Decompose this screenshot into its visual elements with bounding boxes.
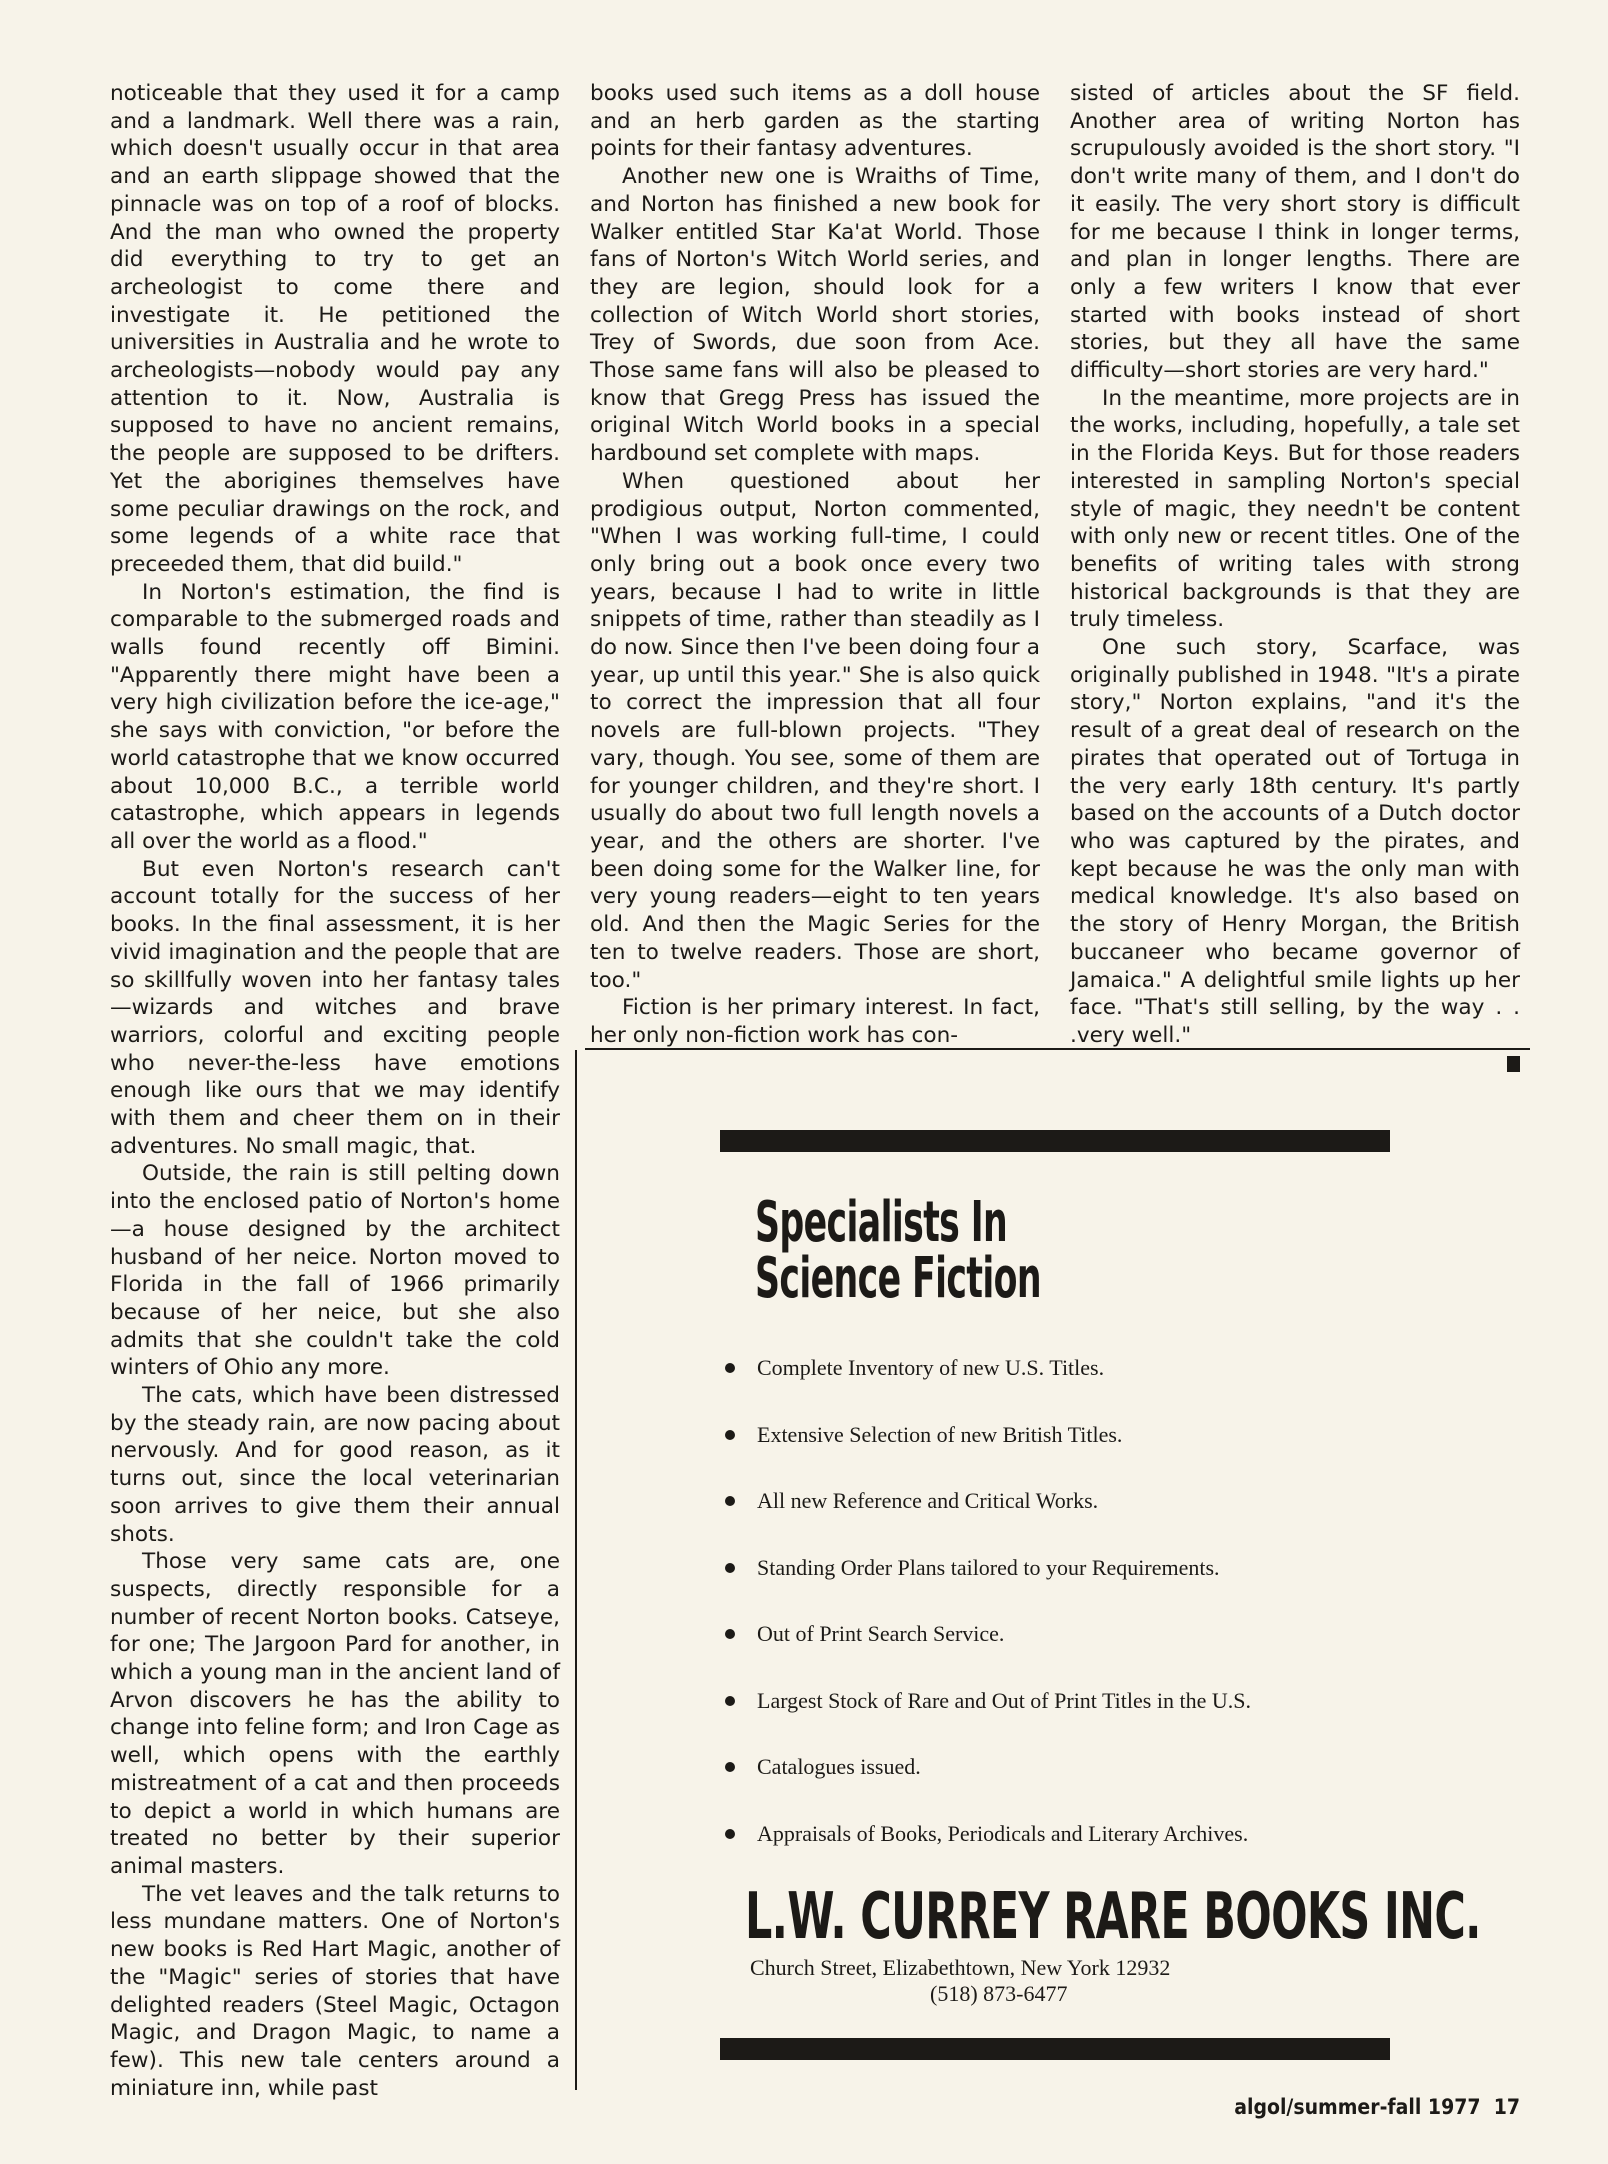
paragraph: sisted of articles about the SF field. Another area of writing Norton has scrupulously avoided is the short story. "I don't write many of them, and I don't do it easily. The very short story is difficult for me because I think in longer terms, and plan in longer lengths. There are only a few writers I know that ever started with books instead of short stories, but they all have the same difficulty—short stories are very hard." — [1070, 81, 1520, 384]
paragraph: Outside, the rain is still pelting down into the enclosed patio of Norton's home—a house designed by the architect husband of her neice. Norton moved to Florida in the fall of 1966 primarily because of her neice, but she also admits that she couldn't take the cold winters of Ohio any more. — [110, 1161, 560, 1381]
list-item: Out of Print Search Service. — [725, 1621, 1525, 1688]
phone-number: (518) 873-6477 — [930, 1981, 1068, 2006]
paragraph: Another new one is Wraiths of Time, and Norton has finished a new book for Walker entitled Star Ka'at World. Those fans of Norton's Witch World series, and they are legion, should look for a collection of Witch World short stories, Trey of Swords, due soon from Ace. Those same fans will also be pleased to know that Gregg Press has issued the original Witch World books in a special hardbound set complete with maps. — [590, 164, 1040, 467]
article-column-2 — [590, 80, 1040, 1050]
list-item: Largest Stock of Rare and Out of Print Titles in the U.S. — [725, 1688, 1525, 1755]
list-item: Catalogues issued. — [725, 1754, 1525, 1821]
publication-issue: algol/summer-fall 1977 — [1234, 2095, 1481, 2119]
ad-headline-line-1: Specialists In — [755, 1190, 1008, 1255]
paragraph: But even Norton's research can't account totally for the success of her books. In the final assessment, it is her vivid imagination and the people that are so skillfully woven into her fantasy tales—wizards and witches and brave warriors, colorful and exciting people who never-the-less have emotions enough like ours that we may identify with them and cheer them on in their adventures. No small magic, that. — [110, 856, 560, 1159]
paragraph: In Norton's estimation, the find is comparable to the submerged roads and walls found recently off Bimini. "Apparently there might have been a very high civilization before the ice-age," she says with conviction, "or before the world catastrophe that we know occurred about 10,000 B.C., a terrible world catastrophe, which appears in legends all over the world as a flood." — [110, 579, 560, 854]
paragraph: In the meantime, more projects are in the works, including, hopefully, a tale set in the Florida Keys. But for those readers interested in sampling Norton's special style of magic, they needn't be content with only new or recent titles. One of the benefits of writing tales with strong historical backgrounds is that they are truly timeless. — [1070, 385, 1520, 633]
bullet-icon — [725, 1696, 735, 1706]
paragraph: books used such items as a doll house and an herb garden as the starting points for their fantasy adventures. — [590, 81, 1040, 162]
paragraph: Those very same cats are, one suspects, directly responsible for a number of recent Norton books. Catseye, for one; The Jargoon Pard for another, in which a young man in the ancient land of Arvon discovers he has the ability to change into feline form; and Iron Cage as well, which opens with the earthly mistreatment of a cat and then proceeds to depict a world in which humans are treated no better by their superior animal masters. — [110, 1549, 560, 1879]
ad-headline — [755, 1190, 1041, 1311]
ad-rule-bottom — [720, 2038, 1390, 2060]
paragraph: One such story, Scarface, was originally published in 1948. "It's a pirate story," Norton explains, "and it's the result of a great deal of research on the pirates that operated out of Tortuga in the very early 18th century. It's partly based on the accounts of a Dutch doctor who was captured by the pirates, and kept because he was the only man with medical knowledge. It's also based on the story of Henry Morgan, the British buccaneer who became governor of Jamaica." A delightful smile lights up her face. "That's still selling, by the way . . .very well." — [1070, 635, 1520, 1048]
company-name: L.W. CURREY RARE BOOKS INC. — [745, 1880, 1481, 1954]
bullet-icon — [725, 1563, 735, 1573]
list-item: Appraisals of Books, Periodicals and Literary Archives. — [725, 1821, 1525, 1888]
advertisement — [585, 1048, 1530, 2050]
list-item: Extensive Selection of new British Titles. — [725, 1422, 1525, 1489]
list-item: All new Reference and Critical Works. — [725, 1488, 1525, 1555]
paragraph: When questioned about her prodigious output, Norton commented, "When I was working full-time, I could only bring out a book once every two years, because I had to write in little snippets of time, rather than steadily as I do now. Since then I've been doing four a year, up until this year." She is also quick to correct the impression that all four novels are full-blown projects. "They vary, though. You see, some of them are for younger children, and they're short. I usually do about two full length novels a year, and the others are shorter. I've been doing some for the Walker line, for very young readers—eight to ten years old. And then the Magic Series for the ten to twelve readers. Those are short, too." — [590, 468, 1040, 993]
page-number: 17 — [1493, 2095, 1520, 2119]
list-item: Standing Order Plans tailored to your Requirements. — [725, 1555, 1525, 1622]
bullet-icon — [725, 1829, 735, 1839]
article-column-1 — [110, 80, 560, 2102]
page-footer — [1232, 2095, 1520, 2119]
ad-headline-line-2: Science Fiction — [755, 1246, 1041, 1311]
paragraph: The vet leaves and the talk returns to less mundane matters. One of Norton's new books is Red Hart Magic, another of the "Magic" series of stories that have delighted readers (Steel Magic, Octagon Magic, and Dragon Magic, to name a few). This new tale centers around a miniature inn, while past — [110, 1881, 560, 2101]
ad-service-list — [725, 1355, 1525, 1887]
bullet-icon — [725, 1496, 735, 1506]
bullet-icon — [725, 1430, 735, 1440]
article-column-3 — [1070, 80, 1520, 1072]
street-address: Church Street, Elizabethtown, New York 12932 — [750, 1955, 1171, 1980]
bullet-icon — [725, 1363, 735, 1373]
ad-border-left — [575, 1050, 577, 2090]
paragraph: The cats, which have been distressed by the steady rain, are now pacing about nervously. And for good reason, as it turns out, since the local veterinarian soon arrives to give them their annual shots. — [110, 1383, 560, 1547]
paragraph: noticeable that they used it for a camp and a landmark. Well there was a rain, which doesn't usually occur in that area and an earth slippage showed that the pinnacle was on top of a roof of blocks. And the man who owned the property did everything to try to get an archeologist to come there and investigate it. He petitioned the universities in Australia and he wrote to archeologists—nobody would pay any attention to it. Now, Australia is supposed to have no ancient remains, the people are supposed to be drifters. Yet the aborigines themselves have some peculiar drawings on the rock, and some legends of a white race that preceeded them, that did build." — [110, 81, 560, 577]
list-item: Complete Inventory of new U.S. Titles. — [725, 1355, 1525, 1422]
bullet-icon — [725, 1762, 735, 1772]
bullet-icon — [725, 1629, 735, 1639]
company-address — [750, 1955, 1350, 2007]
ad-rule-top — [720, 1130, 1390, 1152]
paragraph: Fiction is her primary interest. In fact, her only non-fiction work has con- — [590, 995, 1040, 1048]
